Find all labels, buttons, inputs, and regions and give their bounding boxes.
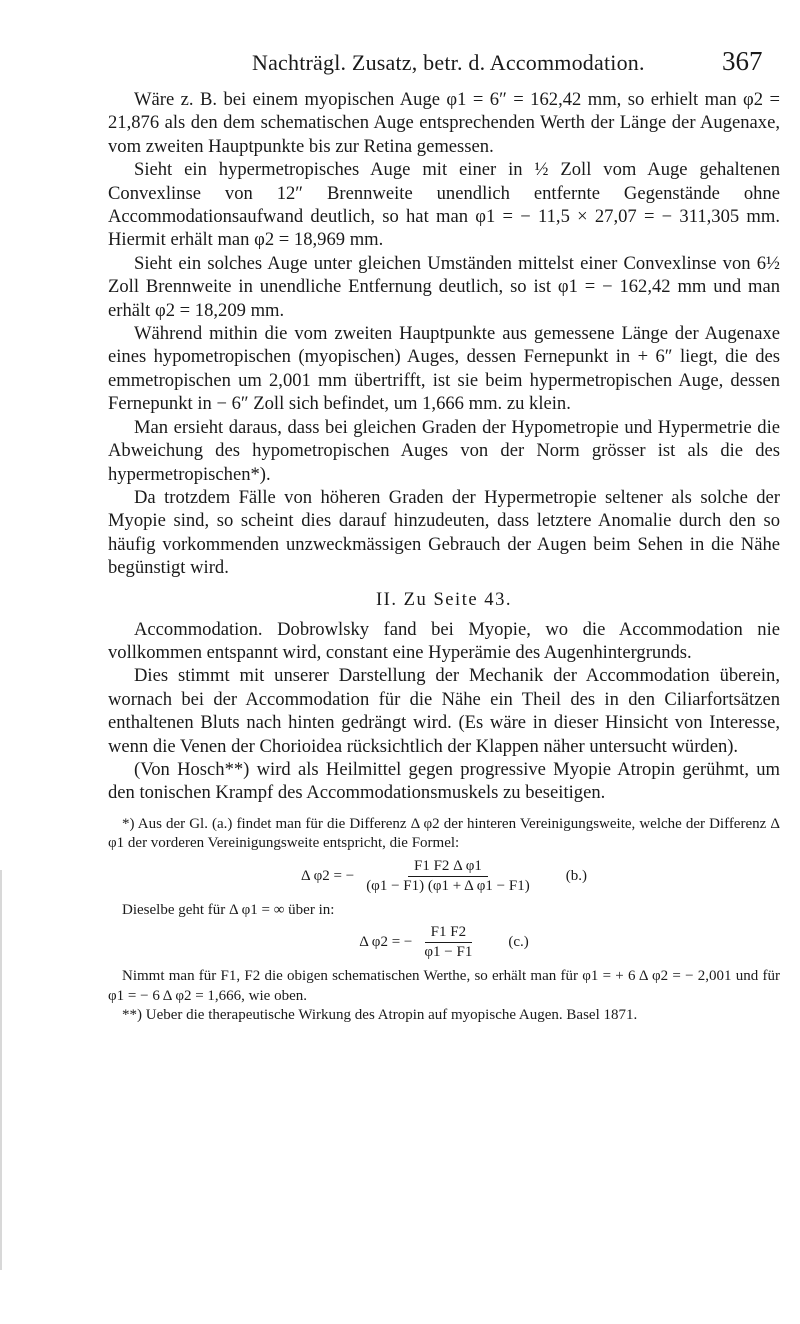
formula-c: [108, 924, 780, 961]
footnotes: [108, 815, 780, 1026]
footnote-1-end: Nimmt man für F1, F2 die obigen schematischen Werthe, so erhält man für φ1 = + 6 Δ φ2 = − 2,001 und für φ1 = − 6 Δ φ2 = 1,666, wie oben.: [108, 968, 780, 1004]
formula-c-fraction: [418, 924, 478, 961]
formula-b-fraction: [360, 858, 536, 895]
formula-c-lhs: Δ φ2 = −: [359, 934, 413, 951]
formula-b: [108, 858, 780, 895]
page-body: [108, 88, 780, 1026]
paragraph-atropin: (Von Hosch**) wird als Heilmittel gegen progressive Myopie Atropin gerühmt, um den tonischen Krampf des Accommodationsmuskels zu beseitigen.: [108, 758, 780, 804]
paragraph-mechanics: Dies stimmt mit unserer Darstellung der Mechanik der Accommodation überein, wornach bei der Accommodation für die Nähe ein Theil des in den Ciliarfortsätzen enthaltenen Bluts nach hinten gedrängt wird. (Es wäre in dieser Hinsicht von Interesse, wenn die Venen der Chorioidea rücksichtlich der Klappen näher untersucht würden).: [108, 665, 780, 757]
footnote-1-mid: Dieselbe geht für Δ φ1 = ∞ über in:: [122, 901, 335, 918]
formula-c-denominator: φ1 − F1: [424, 944, 473, 961]
formula-c-tag: (c.): [508, 934, 529, 951]
footnote-2: **) Ueber die therapeutische Wirkung des Atropin auf myopische Augen. Basel 1871.: [122, 1007, 638, 1024]
paragraph-hypermetropic-example: Sieht ein hypermetropisches Auge mit einer in ½ Zoll vom Auge gehaltenen Convexlinse von 12″ Brennweite unendlich entfernte Gegenstände ohne Accommodationsaufwand deutlich, so hat man φ1 = − 11,5 × 27,07 = − 311,305 mm. Hiermit erhält man φ2 = 18,969 mm.: [108, 159, 780, 251]
formula-b-numerator: F1 F2 Δ φ1: [408, 858, 488, 877]
formula-b-denominator: (φ1 − F1) (φ1 + Δ φ1 − F1): [366, 877, 530, 894]
formula-b-tag: (b.): [565, 867, 587, 884]
paragraph-myopic-example: Wäre z. B. bei einem myopischen Auge φ1 = 6″ = 162,42 mm, so erhielt man φ2 = 21,876 als den dem schematischen Auge entsprechenden Werth der Länge der Augenaxe, vom zweiten Hauptpunkte bis zur Retina gemessen.: [108, 89, 780, 157]
paragraph-conclusion: Man ersieht daraus, dass bei gleichen Graden der Hypometropie und Hypermetrie die Abweichung des hypometropischen Auges von der Norm grösser ist als die des hypermetropischen*).: [108, 416, 780, 485]
paragraph-comparison: Während mithin die vom zweiten Hauptpunkte aus gemessene Länge der Augenaxe eines hypometropischen (myopischen) Auges, dessen Fernepunkt in + 6″ liegt, die des emmetropischen um 2,001 mm übertrifft, ist sie beim hypermetropischen Auge, dessen Fernepunkt in − 6″ Zoll sich befindet, um 1,666 mm. zu klein.: [108, 323, 780, 415]
page-number: 367: [722, 46, 763, 76]
paragraph-myopia-cause: Da trotzdem Fälle von höheren Graden der Hypermetropie seltener als solche der Myopie sind, so scheint dies darauf hinzudeuten, dass letztere Anomalie durch den so häufig vorkommenden unzweckmässigen Gebrauch der Augen beim Sehen in die Nähe begünstigt wird.: [108, 486, 780, 579]
paragraph-accommodation: Accommodation. Dobrowlsky fand bei Myopie, wo die Accommodation nie vollkommen entspannt wird, constant eine Hyperämie des Augenhintergrunds.: [108, 618, 780, 663]
section-heading: II. Zu Seite 43.: [375, 588, 513, 610]
formula-c-numerator: F1 F2: [425, 924, 472, 943]
scan-edge-shadow: [0, 870, 2, 1270]
running-head: Nachträgl. Zusatz, betr. d. Accommodation.: [252, 50, 645, 75]
formula-b-lhs: Δ φ2 = −: [301, 867, 355, 884]
page-header: [0, 44, 800, 74]
paragraph-convex-lens: Sieht ein solches Auge unter gleichen Umständen mittelst einer Convexlinse von 6½ Zoll Brennweite in unendliche Entfernung deutlich, so ist φ1 = − 162,42 mm und man erhält φ2 = 18,209 mm.: [108, 252, 780, 321]
footnote-1-intro: *) Aus der Gl. (a.) findet man für die Differenz Δ φ2 der hinteren Vereinigungsweite, welche der Differenz Δ φ1 der vorderen Vereinigungsweite entspricht, die Formel:: [108, 815, 780, 852]
